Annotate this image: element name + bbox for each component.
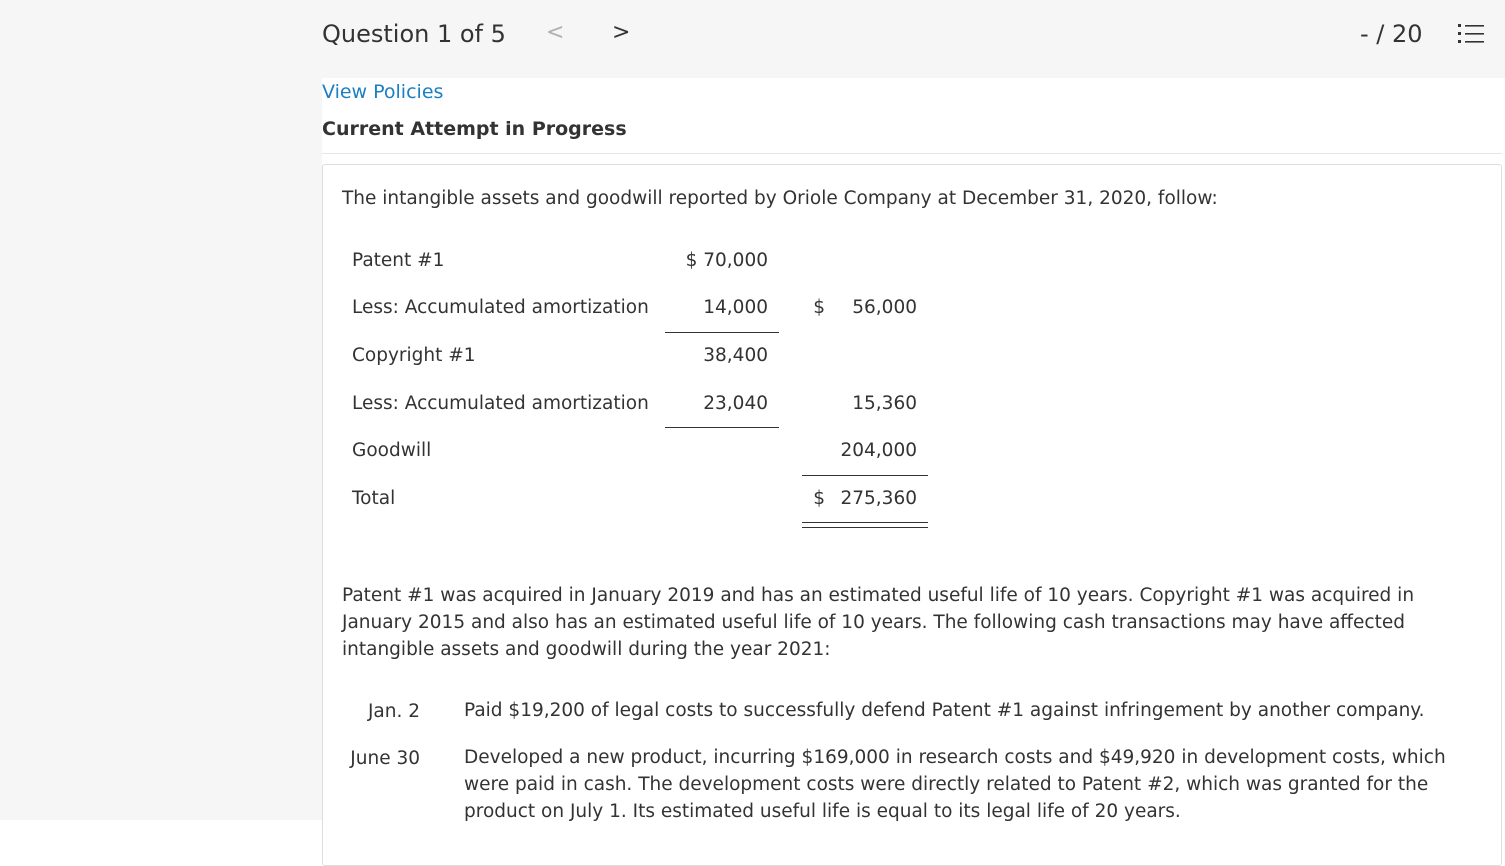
table-cell: 14,000	[703, 297, 768, 318]
problem-body: Patent #1 was acquired in January 2019 and has an estimated useful life of 10 years. Copyright #1 was acquired in January 2015 and also has an estimated useful life of 10 years. The following cash transactions may have affected intangible assets and goodwill during the year 2021:	[342, 585, 1415, 660]
table-cell: 23,040	[703, 393, 768, 414]
table-cell-dollar: $	[813, 297, 825, 318]
table-cell-dollar: $	[813, 488, 825, 509]
table-cell: 204,000	[840, 440, 917, 461]
left-sidebar	[0, 78, 322, 820]
underline	[665, 332, 779, 333]
transaction-date: Jan. 2	[367, 701, 420, 722]
underline	[665, 427, 779, 428]
transaction-date: June 30	[350, 748, 420, 769]
list-icon[interactable]	[1458, 22, 1484, 46]
table-cell: 56,000	[852, 297, 917, 318]
attempt-status: Current Attempt in Progress	[322, 118, 627, 140]
table-row-label: Copyright #1	[352, 345, 476, 366]
table-cell: 38,400	[703, 345, 768, 366]
financial-table	[323, 165, 1023, 545]
table-cell: 15,360	[852, 393, 917, 414]
table-cell: 275,360	[840, 488, 917, 509]
score-display: - / 20	[1360, 20, 1423, 48]
view-policies-link[interactable]: View Policies	[322, 81, 444, 103]
transaction-text: Paid $19,200 of legal costs to successfully defend Patent #1 against infringement by another company.	[464, 700, 1425, 721]
top-bar	[0, 0, 1505, 78]
chevron-left-icon[interactable]: <	[546, 20, 565, 45]
underline	[802, 475, 928, 476]
question-card	[322, 164, 1502, 866]
question-title: Question 1 of 5	[322, 20, 506, 48]
table-row-label: Goodwill	[352, 440, 432, 461]
table-row-label: Less: Accumulated amortization	[352, 393, 649, 414]
table-cell: $ 70,000	[685, 250, 768, 271]
double-underline	[802, 522, 928, 528]
chevron-right-icon[interactable]: >	[612, 20, 631, 45]
table-row-label: Patent #1	[352, 250, 445, 271]
transaction-text: Developed a new product, incurring $169,000 in research costs and $49,920 in development costs, which were paid in cash. The development costs were directly related to Patent #2, which was granted for the product on July 1. Its estimated useful life is equal to its legal life of 20 years.	[464, 747, 1446, 822]
table-row-label: Less: Accumulated amortization	[352, 297, 649, 318]
problem-intro: The intangible assets and goodwill reported by Oriole Company at December 31, 2020, follow:	[342, 188, 1218, 209]
table-row-label: Total	[352, 488, 396, 509]
divider	[322, 153, 1502, 154]
